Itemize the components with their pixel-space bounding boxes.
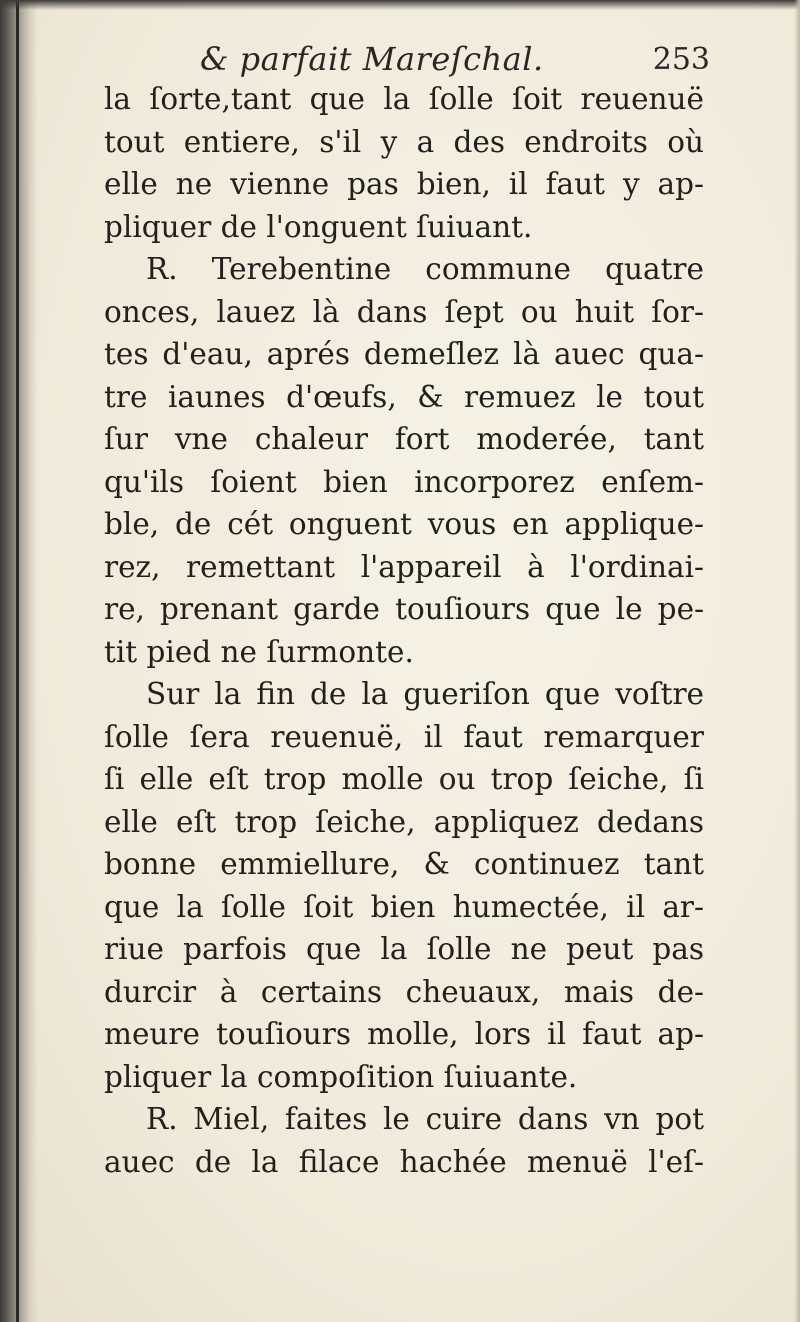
text-line: que la ſolle ſoit bien humectée, il ar- bbox=[104, 889, 704, 924]
text-line: durcir à certains cheuaux, mais de- bbox=[104, 974, 704, 1009]
book-spine-shadow bbox=[0, 0, 38, 1322]
text-line: auec de la filace hachée menuë l'eſ- bbox=[104, 1144, 704, 1179]
running-title: & parfait Mareſchal. bbox=[200, 40, 544, 78]
text-line: ble, de cét onguent vous en applique- bbox=[104, 507, 704, 541]
text-line: R. Miel, faites le cuire dans vn pot bbox=[146, 1102, 704, 1136]
text-line: onces, lauez là dans ſept ou huit ſor- bbox=[104, 294, 704, 329]
text-line: R. Terebentine commune quatre bbox=[146, 252, 704, 286]
text-line: tit pied ne ſurmonte. bbox=[104, 634, 414, 669]
text-line: ſur vne chaleur fort moderée, tant bbox=[104, 422, 704, 456]
text-line: qu'ils ſoient bien incorporez enſem- bbox=[104, 464, 704, 499]
text-line: tre iaunes d'œufs, & remuez le tout bbox=[104, 379, 704, 414]
text-line: pliquer de l'onguent ſuiuant. bbox=[104, 209, 533, 244]
text-line: elle eſt trop ſeiche, appliquez dedans bbox=[104, 804, 704, 839]
text-line: ſolle ſera reuenuë, il faut remarquer bbox=[104, 719, 704, 754]
text-line: riue parfois que la ſolle ne peut pas bbox=[104, 932, 704, 966]
text-line: elle ne vienne pas bien, il faut y ap- bbox=[104, 167, 704, 201]
text-line: re, prenant garde touſiours que le pe- bbox=[104, 592, 704, 626]
text-line: tout entiere, s'il y a des endroits où bbox=[104, 124, 704, 159]
text-line: Sur la fin de la gueriſon que voſtre bbox=[146, 677, 704, 711]
text-line: pliquer la compoſition ſuiuante. bbox=[104, 1059, 578, 1094]
text-line: bonne emmiellure, & continuez tant bbox=[104, 847, 704, 881]
text-line: la ſorte,tant que la ſolle ſoit reuenuë bbox=[104, 82, 704, 116]
text-line: rez, remettant l'appareil à l'ordinai- bbox=[104, 549, 704, 584]
page-top-edge-shadow bbox=[0, 0, 800, 10]
text-line: ſi elle eſt trop molle ou trop ſeiche, ſi bbox=[104, 762, 704, 796]
gutter-edge-line bbox=[16, 0, 19, 1322]
text-line: tes d'eau, aprés demeſlez là auec qua- bbox=[104, 337, 704, 371]
text-line: meure touſiours molle, lors il faut ap- bbox=[104, 1017, 704, 1051]
page-number: 253 bbox=[652, 42, 710, 77]
body-text bbox=[104, 78, 704, 1183]
page-right-edge bbox=[794, 0, 800, 1322]
